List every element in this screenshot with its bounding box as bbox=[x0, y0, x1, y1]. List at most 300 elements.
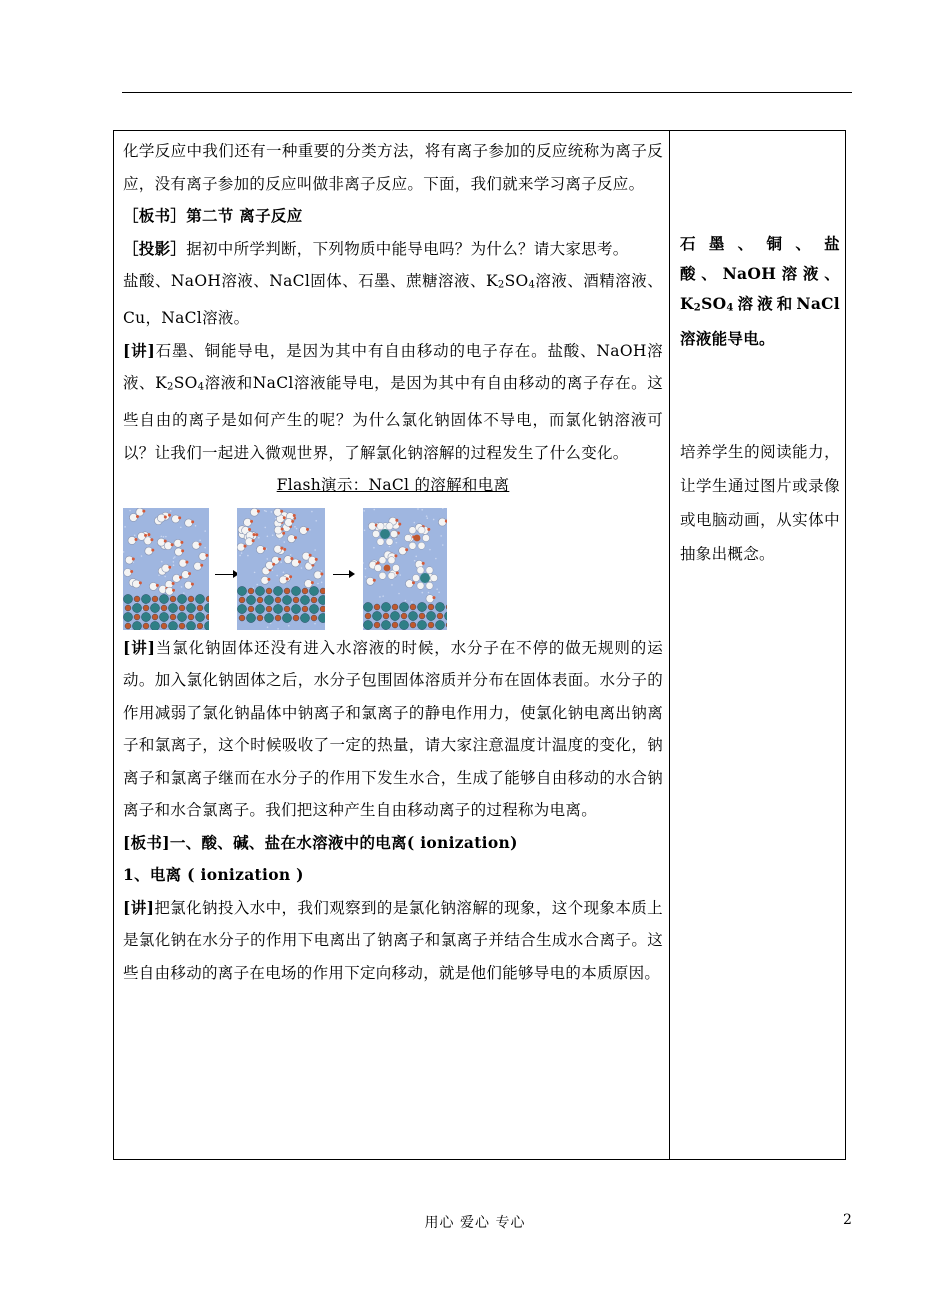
water-texture-dot bbox=[256, 583, 258, 585]
hydrating-water bbox=[372, 530, 379, 537]
chloride-ion bbox=[383, 613, 389, 619]
substances-list bbox=[123, 265, 663, 335]
water-molecule bbox=[128, 536, 136, 544]
water-texture-dot bbox=[158, 574, 160, 576]
water-texture-dot bbox=[411, 601, 413, 603]
side-note1-text-a: 石 墨 、 铜 、 盐 酸、NaOH溶液、K bbox=[680, 234, 840, 313]
sodium-ion bbox=[408, 611, 417, 620]
sodium-ion bbox=[168, 621, 177, 630]
hydrogen-atom bbox=[294, 536, 297, 539]
hydrated-chloride-ion bbox=[384, 564, 391, 571]
hydrogen-atom bbox=[172, 588, 175, 591]
hydrogen-atom bbox=[180, 540, 183, 543]
hydrogen-atom bbox=[432, 596, 435, 599]
chloride-ion bbox=[248, 588, 254, 594]
hydrogen-atom bbox=[257, 509, 260, 512]
header-rule bbox=[122, 92, 852, 93]
water-texture-dot bbox=[161, 560, 163, 562]
side-note-conductors bbox=[680, 229, 840, 354]
hydrogen-atom bbox=[373, 578, 376, 581]
water-molecule bbox=[174, 539, 182, 547]
dissolution-panel-2 bbox=[237, 508, 325, 630]
sodium-ion bbox=[150, 603, 159, 612]
chloride-ion bbox=[161, 605, 167, 611]
hydrogen-atom bbox=[244, 544, 247, 547]
hydrogen-atom bbox=[179, 575, 182, 578]
water-texture-dot bbox=[272, 534, 274, 536]
sodium-ion bbox=[132, 603, 141, 612]
water-texture-dot bbox=[296, 527, 298, 529]
hydrating-water bbox=[418, 542, 425, 549]
water-molecule bbox=[164, 541, 172, 549]
water-texture-dot bbox=[290, 554, 292, 556]
hydrating-water bbox=[377, 522, 384, 529]
sodium-ion bbox=[177, 594, 186, 603]
water-texture-dot bbox=[264, 526, 266, 528]
water-molecule bbox=[149, 582, 157, 590]
chloride-ion bbox=[125, 605, 131, 611]
water-texture-dot bbox=[204, 546, 206, 548]
chloride-ion bbox=[134, 614, 140, 620]
water-texture-dot bbox=[442, 544, 444, 546]
lesson-table bbox=[113, 130, 846, 1160]
sodium-ion bbox=[426, 611, 435, 620]
water-texture-dot bbox=[174, 556, 176, 558]
chloride-ion bbox=[152, 614, 158, 620]
chloride-ion bbox=[410, 604, 416, 610]
hydrogen-atom bbox=[320, 572, 323, 575]
water-texture-dot bbox=[164, 575, 166, 577]
hydrogen-atom bbox=[286, 577, 289, 580]
hydrogen-atom bbox=[142, 509, 145, 512]
water-molecule bbox=[426, 594, 434, 602]
water-texture-dot bbox=[391, 584, 393, 586]
hydrogen-atom bbox=[280, 509, 283, 512]
water-texture-dot bbox=[438, 591, 440, 593]
water-texture-dot bbox=[365, 567, 367, 569]
sodium-ion bbox=[150, 621, 159, 630]
water-molecule bbox=[237, 543, 245, 551]
water-molecule bbox=[192, 541, 200, 549]
hydrogen-atom bbox=[427, 527, 430, 530]
water-molecule bbox=[182, 570, 190, 578]
water-molecule bbox=[284, 555, 292, 563]
chloride-ion bbox=[152, 596, 158, 602]
hydrogen-atom bbox=[181, 549, 184, 552]
water-molecule bbox=[250, 508, 258, 516]
lecture2-text: 当氯化钠固体还没有进入水溶液的时候，水分子在不停的做无规则的运动。加入氯化钠固体之后，水分子包围固体溶质并分布在固体表面。水分子的作用减弱了氯化钠晶体中钠离子和氯离子的静电作用力，使氯化钠电离出钠离子和氯离子，这个时候吸收了一定的热量，请大家注意温度计温度的变化，钠离子和氯离子继而在水分子的作用下发生水合，生成了能够自由移动的水合钠离子和水合氯离子。我们把这种产生自由移动离子的过程称为电离。 bbox=[123, 638, 663, 819]
hydrated-sodium-ion bbox=[380, 529, 390, 539]
hydrating-water bbox=[388, 572, 395, 579]
water-texture-dot bbox=[315, 519, 317, 521]
sodium-ion bbox=[300, 613, 309, 622]
sodium-ion bbox=[372, 611, 381, 620]
subscript-4: 4 bbox=[197, 381, 205, 393]
chloride-ion bbox=[143, 623, 149, 629]
sodium-ion bbox=[291, 604, 300, 613]
chloride-ion bbox=[320, 588, 325, 594]
sodium-ion bbox=[141, 612, 150, 621]
water-texture-dot bbox=[321, 581, 323, 583]
flash-title-text: Flash演示：NaCl 的溶解和电离 bbox=[276, 476, 510, 494]
water-texture-dot bbox=[124, 526, 126, 528]
sodium-ion bbox=[159, 594, 168, 603]
sodium-ion bbox=[363, 620, 372, 629]
hydrogen-atom bbox=[253, 533, 256, 536]
hydrogen-atom bbox=[171, 543, 174, 546]
water-texture-dot bbox=[180, 526, 182, 528]
side-note-objective: 培养学生的阅读能力，让学生通过图片或录像或电脑动画，从实体中抽象出概念。 bbox=[680, 443, 840, 563]
hydrogen-atom bbox=[311, 581, 314, 584]
water-texture-dot bbox=[436, 588, 438, 590]
water-texture-dot bbox=[321, 569, 323, 571]
sodium-ion bbox=[246, 595, 255, 604]
hydrogen-atom bbox=[252, 539, 255, 542]
subscript-2: 2 bbox=[167, 381, 174, 393]
footer-motto: 用心 爱心 专心 bbox=[424, 1215, 526, 1231]
hydrogen-atom bbox=[250, 519, 253, 522]
water-texture-dot bbox=[425, 613, 427, 615]
water-texture-dot bbox=[428, 591, 430, 593]
water-texture-dot bbox=[241, 552, 243, 554]
sodium-ion bbox=[123, 594, 132, 603]
water-texture-dot bbox=[435, 557, 437, 559]
water-molecule bbox=[194, 562, 202, 570]
chloride-ion bbox=[284, 588, 290, 594]
water-molecule bbox=[266, 561, 274, 569]
chloride-ion bbox=[197, 605, 203, 611]
water-texture-dot bbox=[365, 575, 367, 577]
column-divider bbox=[669, 131, 670, 1159]
water-texture-dot bbox=[373, 546, 375, 548]
water-texture-dot bbox=[288, 624, 290, 626]
water-texture-dot bbox=[429, 548, 431, 550]
water-texture-dot bbox=[414, 559, 416, 561]
water-molecule bbox=[179, 559, 187, 567]
sodium-ion bbox=[132, 621, 141, 630]
hydrogen-atom bbox=[144, 533, 147, 536]
chloride-ion bbox=[392, 604, 398, 610]
chloride-ion bbox=[239, 615, 245, 621]
lecture-tag: [讲] bbox=[123, 340, 156, 360]
sodium-ion bbox=[381, 620, 390, 629]
water-molecule bbox=[256, 545, 264, 553]
sodium-ion bbox=[255, 604, 264, 613]
side-note1-text-b: SO bbox=[701, 294, 727, 313]
sodium-ion bbox=[291, 586, 300, 595]
flash-title bbox=[123, 469, 663, 502]
hydrogen-atom bbox=[396, 571, 399, 574]
water-molecule bbox=[366, 577, 374, 585]
hydrating-water bbox=[377, 538, 384, 545]
chloride-ion bbox=[302, 606, 308, 612]
sodium-ion bbox=[186, 621, 195, 630]
chloride-ion bbox=[428, 622, 434, 628]
hydrated-chloride-ion bbox=[414, 534, 421, 541]
side-note1-text-c: 溶液和NaCl溶液能导电。 bbox=[680, 294, 840, 348]
projection-paragraph bbox=[123, 233, 663, 266]
hydrogen-atom bbox=[248, 527, 251, 530]
hydrogen-atom bbox=[132, 557, 135, 560]
hydrating-water bbox=[417, 566, 424, 573]
sodium-ion bbox=[399, 620, 408, 629]
hydrogen-atom bbox=[136, 514, 139, 517]
hydrogen-atom bbox=[178, 516, 181, 519]
water-molecule bbox=[285, 518, 293, 526]
sodium-ion bbox=[417, 602, 426, 611]
water-molecule bbox=[136, 508, 144, 516]
water-molecule bbox=[166, 587, 174, 595]
water-texture-dot bbox=[170, 510, 172, 512]
lecture1-text-a: 石墨、铜能导电，是因为其中有自由移动的电子存在。盐酸、NaOH溶液、K bbox=[123, 341, 663, 392]
arrow-icon bbox=[333, 574, 351, 575]
substances-text-b: SO bbox=[504, 272, 529, 290]
hydrating-water bbox=[409, 526, 416, 533]
chloride-ion bbox=[374, 604, 380, 610]
sodium-ion bbox=[273, 604, 282, 613]
chloride-ion bbox=[161, 623, 167, 629]
water-texture-dot bbox=[258, 536, 260, 538]
water-texture-dot bbox=[129, 509, 131, 511]
hydrating-water bbox=[422, 534, 429, 541]
hydrogen-atom bbox=[282, 531, 285, 534]
hydrating-water bbox=[379, 572, 386, 579]
arrow-icon bbox=[215, 574, 235, 575]
hydrogen-atom bbox=[185, 560, 188, 563]
sodium-ion bbox=[309, 586, 318, 595]
lecture3-text: 把氯化钠投入水中，我们观察到的是氯化钠溶解的现象，这个现象本质上是氯化钠在水分子的作用下电离出了钠离子和氯离子并结合生成水合离子。这些自由移动的离子在电场的作用下定向移动，就是他们能够导电的本质原因。 bbox=[123, 898, 663, 982]
water-texture-dot bbox=[364, 529, 366, 531]
water-texture-dot bbox=[160, 609, 162, 611]
water-texture-dot bbox=[426, 515, 428, 517]
water-texture-dot bbox=[247, 554, 249, 556]
water-molecule bbox=[172, 514, 180, 522]
chloride-ion bbox=[197, 623, 203, 629]
chloride-ion bbox=[239, 597, 245, 603]
lecture1-text-c: 溶液和NaCl溶液能导电，是因为其中有自由移动的离子存在。这些自由的离子是如何产生的呢？为什么氯化钠固体不导电，而氯化钠溶液可以？让我们一起进入微观世界，了解氯化钠溶解的过程发生了什么变化。 bbox=[123, 374, 664, 462]
hydrogen-atom bbox=[255, 533, 258, 536]
water-molecule bbox=[261, 576, 269, 584]
subscript-2: 2 bbox=[497, 279, 505, 291]
hydrating-water bbox=[374, 564, 381, 571]
sodium-ion bbox=[273, 586, 282, 595]
water-texture-dot bbox=[272, 569, 274, 571]
water-texture-dot bbox=[421, 591, 423, 593]
water-molecule bbox=[314, 570, 322, 578]
chloride-ion bbox=[401, 613, 407, 619]
hydrogen-atom bbox=[199, 542, 202, 545]
hydrating-water bbox=[386, 538, 393, 545]
hydrating-water bbox=[418, 526, 425, 533]
sodium-ion bbox=[237, 586, 246, 595]
subscript-4: 4 bbox=[726, 302, 734, 314]
water-molecule bbox=[399, 546, 407, 554]
hydrogen-atom bbox=[293, 514, 296, 517]
water-texture-dot bbox=[283, 571, 285, 573]
hydrogen-atom bbox=[156, 583, 159, 586]
hydrating-water bbox=[388, 556, 395, 563]
water-texture-dot bbox=[239, 554, 241, 556]
hydrogen-atom bbox=[306, 527, 309, 530]
sodium-ion bbox=[435, 602, 444, 611]
water-molecule bbox=[292, 558, 300, 566]
water-texture-dot bbox=[270, 622, 272, 624]
hydrating-water bbox=[392, 564, 399, 571]
water-molecule bbox=[368, 522, 376, 530]
water-molecule bbox=[199, 552, 207, 560]
sodium-ion bbox=[255, 586, 264, 595]
lecture-tag: [讲] bbox=[123, 637, 156, 657]
hydrogen-atom bbox=[130, 570, 133, 573]
water-molecule bbox=[274, 526, 282, 534]
hydrating-water bbox=[409, 542, 416, 549]
sodium-ion bbox=[264, 613, 273, 622]
hydrogen-atom bbox=[147, 533, 150, 536]
sodium-ion bbox=[186, 603, 195, 612]
water-texture-dot bbox=[183, 592, 185, 594]
hydrating-water bbox=[386, 522, 393, 529]
sodium-ion bbox=[168, 603, 177, 612]
water-texture-dot bbox=[433, 518, 435, 520]
sodium-ion bbox=[159, 612, 168, 621]
water-molecule bbox=[287, 534, 295, 542]
hydrating-water bbox=[417, 582, 424, 589]
sodium-ion bbox=[381, 602, 390, 611]
chloride-ion bbox=[275, 597, 281, 603]
main-column bbox=[123, 135, 663, 989]
water-texture-dot bbox=[165, 535, 167, 537]
subscript-2: 2 bbox=[693, 302, 702, 314]
sodium-ion bbox=[237, 604, 246, 613]
hydrogen-atom bbox=[168, 513, 171, 516]
water-texture-dot bbox=[314, 549, 316, 551]
chloride-ion bbox=[302, 588, 308, 594]
water-molecule bbox=[274, 545, 282, 553]
hydrogen-atom bbox=[191, 520, 194, 523]
water-texture-dot bbox=[141, 555, 143, 557]
hydrogen-atom bbox=[315, 557, 318, 560]
water-texture-dot bbox=[161, 535, 163, 537]
hydrogen-atom bbox=[283, 547, 286, 550]
hydrogen-atom bbox=[422, 561, 425, 564]
chloride-ion bbox=[179, 605, 185, 611]
water-texture-dot bbox=[267, 535, 269, 537]
chloride-ion bbox=[428, 604, 434, 610]
water-texture-dot bbox=[382, 595, 384, 597]
hydrogen-atom bbox=[291, 519, 294, 522]
water-texture-dot bbox=[248, 593, 250, 595]
water-molecule bbox=[173, 574, 181, 582]
water-texture-dot bbox=[317, 582, 319, 584]
sodium-ion bbox=[417, 620, 426, 629]
substances-text-a: 盐酸、NaOH溶液、NaCl固体、石墨、蔗糖溶液、K bbox=[123, 272, 498, 290]
hydrogen-atom bbox=[267, 577, 270, 580]
board-heading-3: 1、电离 ( ionization ) bbox=[123, 865, 304, 884]
nacl-dissolution-figure bbox=[123, 502, 663, 632]
water-molecule bbox=[274, 508, 282, 516]
lecture-paragraph-3 bbox=[123, 892, 663, 990]
chloride-ion bbox=[257, 615, 263, 621]
water-texture-dot bbox=[163, 535, 165, 537]
water-texture-dot bbox=[415, 555, 417, 557]
water-molecule bbox=[304, 579, 312, 587]
sodium-ion bbox=[435, 620, 444, 629]
sodium-ion bbox=[264, 595, 273, 604]
water-texture-dot bbox=[396, 541, 398, 543]
water-molecule bbox=[438, 518, 446, 526]
sodium-ion bbox=[141, 594, 150, 603]
hydrogen-atom bbox=[272, 562, 275, 565]
water-texture-dot bbox=[379, 596, 381, 598]
chloride-ion bbox=[266, 588, 272, 594]
hydrogen-atom bbox=[398, 522, 401, 525]
chloride-ion bbox=[392, 622, 398, 628]
water-texture-dot bbox=[181, 586, 183, 588]
water-texture-dot bbox=[301, 567, 303, 569]
hydrogen-atom bbox=[263, 547, 266, 550]
chloride-ion bbox=[179, 623, 185, 629]
hydrogen-atom bbox=[164, 515, 167, 518]
water-texture-dot bbox=[204, 530, 206, 532]
water-molecule bbox=[157, 514, 165, 522]
chloride-ion bbox=[170, 614, 176, 620]
water-texture-dot bbox=[277, 628, 279, 630]
sodium-ion bbox=[282, 595, 291, 604]
water-texture-dot bbox=[309, 528, 311, 530]
water-texture-dot bbox=[173, 557, 175, 559]
chloride-ion bbox=[284, 606, 290, 612]
water-texture-dot bbox=[414, 521, 416, 523]
water-molecule bbox=[138, 532, 146, 540]
water-texture-dot bbox=[398, 592, 400, 594]
sodium-ion bbox=[309, 604, 318, 613]
hydrogen-atom bbox=[168, 565, 171, 568]
dissolution-panel-3 bbox=[363, 508, 447, 630]
water-texture-dot bbox=[389, 545, 391, 547]
water-texture-dot bbox=[363, 510, 365, 512]
projection-text: 据初中所学判断，下列物质中能导电吗？为什么？请大家思考。 bbox=[186, 239, 629, 258]
chloride-ion bbox=[374, 622, 380, 628]
board-heading-2: [板书]一、酸、碱、盐在水溶液中的电离( ionization) bbox=[123, 832, 518, 852]
hydrogen-atom bbox=[134, 537, 137, 540]
intro-paragraph: 化学反应中我们还有一种重要的分类方法，将有离子参加的反应统称为离子反应，没有离子参加的反应叫做非离子反应。下面，我们就来学习离子反应。 bbox=[123, 142, 663, 193]
water-molecule bbox=[184, 581, 192, 589]
hydrogen-atom bbox=[205, 553, 208, 556]
projection-tag: ［投影］ bbox=[123, 238, 187, 258]
hydrogen-atom bbox=[283, 516, 286, 519]
sodium-ion bbox=[399, 602, 408, 611]
section-title: 第二节 离子反应 bbox=[186, 206, 303, 225]
water-molecule bbox=[405, 579, 413, 587]
hydrogen-atom bbox=[151, 548, 154, 551]
hydrogen-atom bbox=[172, 581, 175, 584]
sodium-ion bbox=[246, 613, 255, 622]
chloride-ion bbox=[266, 606, 272, 612]
hydrating-water bbox=[404, 534, 411, 541]
hydrogen-atom bbox=[281, 527, 284, 530]
chloride-ion bbox=[188, 596, 194, 602]
water-texture-dot bbox=[417, 508, 419, 510]
sodium-ion bbox=[177, 612, 186, 621]
substances-text-c: 溶液、酒精溶液、Cu，NaCl溶液。 bbox=[123, 272, 664, 327]
water-texture-dot bbox=[405, 599, 407, 601]
hydrogen-atom bbox=[150, 538, 153, 541]
chloride-ion bbox=[143, 605, 149, 611]
water-molecule bbox=[145, 547, 153, 555]
chloride-ion bbox=[410, 622, 416, 628]
water-texture-dot bbox=[267, 626, 269, 628]
water-molecule bbox=[162, 564, 170, 572]
